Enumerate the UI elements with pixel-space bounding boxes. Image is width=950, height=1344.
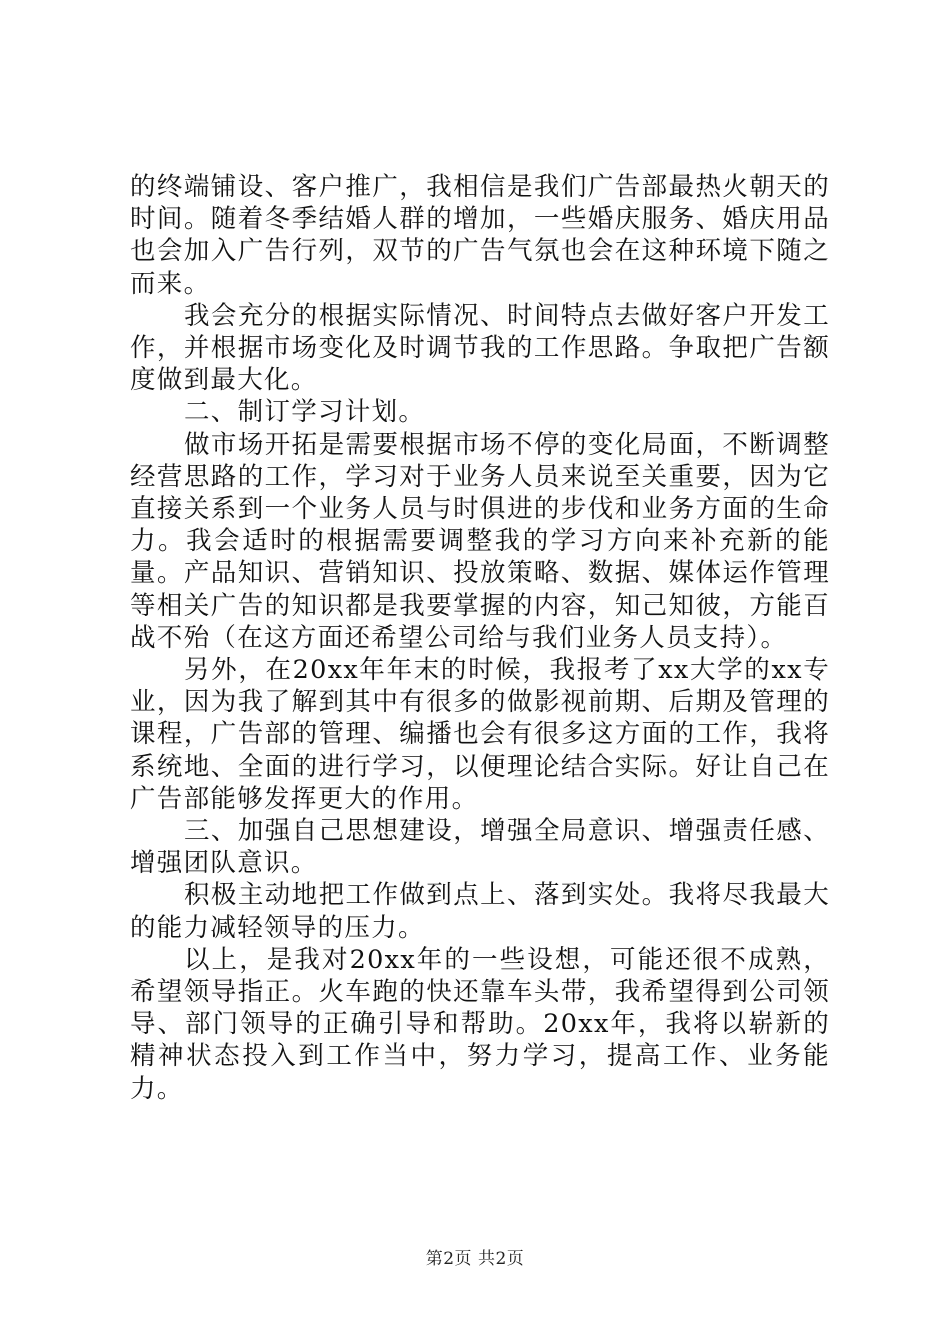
paragraph-client-development: 我会充分的根据实际情况、时间特点去做好客户开发工作，并根据市场变化及时调节我的工作思路。争取把广告额度做到最大化。 bbox=[130, 300, 830, 396]
paragraph-study-importance: 做市场开拓是需要根据市场不停的变化局面，不断调整经营思路的工作，学习对于业务人员来说至关重要，因为它直接关系到一个业务人员与时俱进的步伐和业务方面的生命力。我会适时的根据需要调整我的学习方向来补充新的能量。产品知识、营销知识、投放策略、数据、媒体运作管理等相关广告的知识都是我要掌握的内容，知己知彼，方能百战不殆（在这方面还希望公司给与我们业务人员支持）。 bbox=[130, 429, 830, 653]
section-heading-ideology: 三、加强自己思想建设，增强全局意识、增强责任感、增强团队意识。 bbox=[130, 816, 830, 879]
paragraph-university-study: 另外，在20xx年年末的时候，我报考了xx大学的xx专业，因为我了解到其中有很多的做影视前期、后期及管理的课程，广告部的管理、编播也会有很多这方面的工作，我将系统地、全面的进行学习，以便理论结合实际。好让自己在广告部能够发挥更大的作用。 bbox=[130, 655, 830, 814]
paragraph-conclusion: 以上，是我对20xx年的一些设想，可能还很不成熟，希望领导指正。火车跑的快还靠车头带，我希望得到公司领导、部门领导的正确引导和帮助。20xx年，我将以崭新的精神状态投入到工作当中，努力学习，提高工作、业务能力。 bbox=[130, 944, 830, 1104]
section-heading-study-plan: 二、制订学习计划。 bbox=[184, 397, 426, 428]
paragraph-proactive-work: 积极主动地把工作做到点上、落到实处。我将尽我最大的能力减轻领导的压力。 bbox=[130, 880, 830, 943]
page-footer: 第2页 共2页 bbox=[425, 1249, 525, 1269]
document-body bbox=[130, 171, 830, 1105]
paragraph-continuation: 的终端铺设、客户推广，我相信是我们广告部最热火朝天的时间。随着冬季结婚人群的增加，一些婚庆服务、婚庆用品也会加入广告行列，双节的广告气氛也会在这种环境下随之而来。 bbox=[130, 172, 830, 299]
